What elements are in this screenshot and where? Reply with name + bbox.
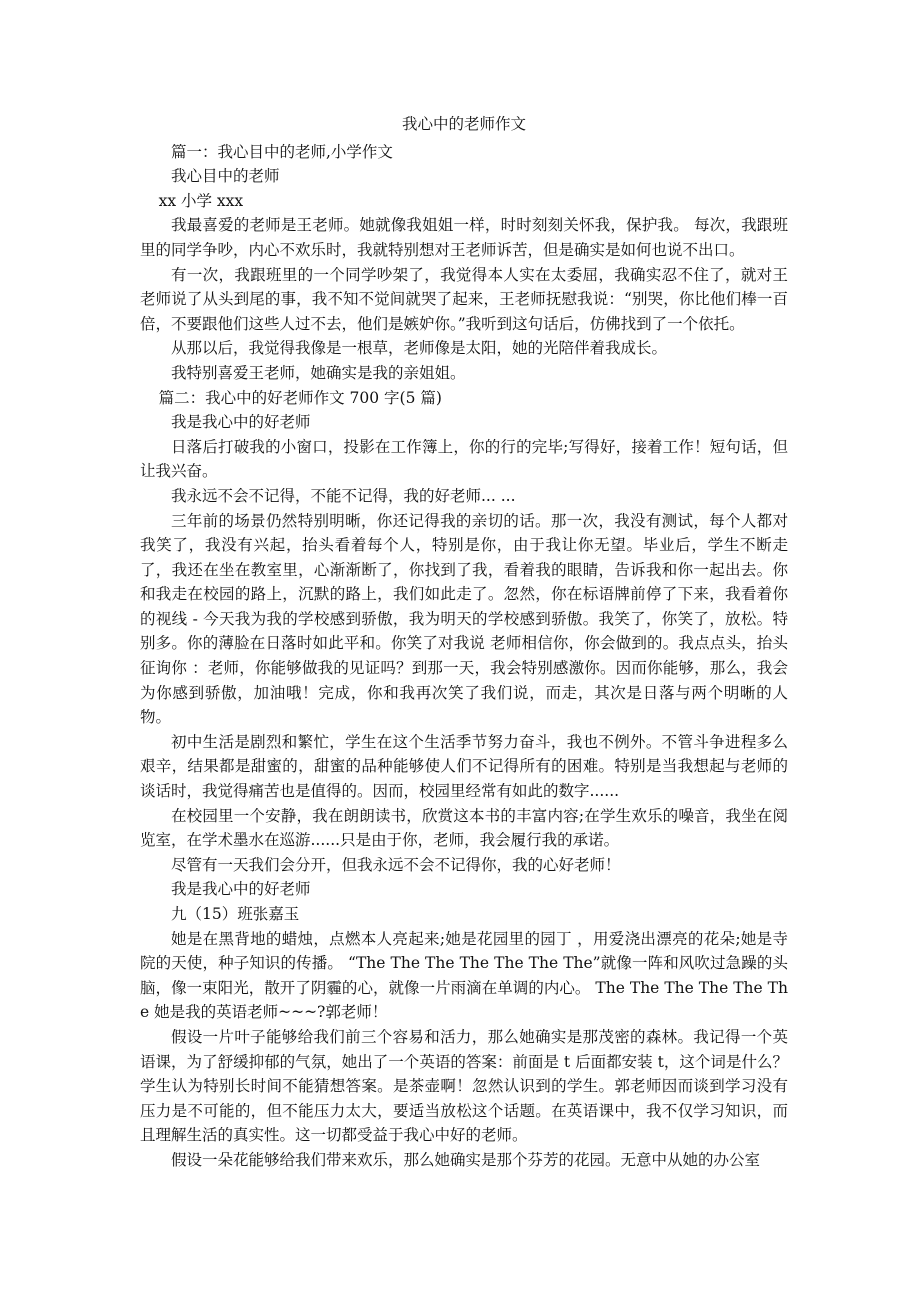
paragraph: 我特别喜爱王老师，她确实是我的亲姐姐。	[171, 363, 466, 382]
section-heading-2: 篇二：我心中的好老师作文 700 字(5 篇)	[158, 388, 442, 407]
paragraph: 初中生活是剧烈和繁忙，学生在这个生活季节努力奋斗，我也不例外。不管斗争进程多么艰辛，结果都是甜蜜的，甜蜜的品种能够使人们不记得所有的困难。特别是当我想起与老师的谈话时，我觉得痛苦也是值得的。因而，校园里经常有如此的数字......	[140, 732, 788, 801]
author-line-1: xx 小学 xxx	[158, 191, 244, 210]
essay-title-3: 我是我心中的好老师	[171, 880, 311, 899]
section-heading-1: 篇一：我心目中的老师,小学作文	[171, 142, 393, 161]
paragraph: 我最喜爱的老师是王老师。她就像我姐姐一样，时时刻刻关怀我，保护我。 每次，我跟班里的同学争吵，内心不欢乐时，我就特别想对王老师诉苦，但是确实是如何也说不出口。	[140, 216, 788, 259]
paragraph: 她是在黑背地的蜡烛，点燃本人亮起来;她是花园里的园丁 ，用爱浇出漂亮的花朵;她是寺院的天使，种子知识的传播。 “The The The The The The The”就像一阵和风吹过急躁的头脑，像一束阳光，散开了阴霾的心，就像一片雨滴在单调的内心。 The The The The The The 她是我的英语老师~~~?郭老师！	[140, 929, 788, 1022]
document-body	[140, 112, 788, 1173]
paragraph: 三年前的场景仍然特别明晰，你还记得我的亲切的话。那一次，我没有测试，每个人都对我笑了，我没有兴起，抬头看着每个人，特别是你，由于我让你无望。毕业后，学生不断走了，我还在坐在教室里，心渐渐断了，你找到了我，看着我的眼睛，告诉我和你一起出去。你和我走在校园的路上，沉默的路上，我们如此走了。忽然，你在标语牌前停了下来，我看着你的视线 - 今天我为我的学校感到骄傲，我为明天的学校感到骄傲。我笑了，你笑了，放松。特别多。你的薄脸在日落时如此平和。你笑了对我说 老师相信你，你会做到的。我点点头，抬头征询你 ：老师，你能够做我的见证吗？到那一天，我会特别感激你。因而你能够，那么，我会为你感到骄傲，加油哦！完成，你和我再次笑了我们说，而走，其次是日落与两个明晰的人物。	[140, 511, 788, 727]
paragraph: 我永远不会不记得，不能不记得，我的好老师... ...	[171, 486, 516, 505]
paragraph: 在校园里一个安静，我在朗朗读书，欣赏这本书的丰富内容;在学生欢乐的噪音，我坐在阅览室，在学术墨水在巡游......只是由于你，老师，我会履行我的承诺。	[140, 806, 788, 850]
paragraph: 从那以后，我觉得我像是一根草，老师像是太阳，她的光陪伴着我成长。	[171, 339, 668, 358]
paragraph: 假设一片叶子能够给我们前三个容易和活力，那么她确实是那茂密的森林。我记得一个英语课，为了舒缓抑郁的气氛，她出了一个英语的答案：前面是 t 后面都安装 t，这个词是什么？学生认为特别长时间不能猜想答案。是茶壶啊！忽然认识到的学生。郭老师因而谈到学习没有压力是不可能的，但不能压力太大，要适当放松这个话题。在英语课中，我不仅学习知识，而且理解生活的真实性。这一切都受益于我心中好的老师。	[140, 1027, 788, 1145]
paragraph: 日落后打破我的小窗口，投影在工作簿上，你的行的完毕;写得好，接着工作！短句话，但让我兴奋。	[140, 437, 788, 481]
paragraph: 假设一朵花能够给我们带来欢乐，那么她确实是那个芬芳的花园。无意中从她的办公室	[171, 1150, 761, 1169]
essay-title-1: 我心目中的老师	[171, 167, 280, 186]
essay-title-2: 我是我心中的好老师	[171, 413, 311, 432]
paragraph: 尽管有一天我们会分开，但我永远不会不记得你，我的心好老师！	[171, 855, 621, 874]
author-line-2: 九（15）班张嘉玉	[171, 905, 300, 923]
paragraph: 有一次，我跟班里的一个同学吵架了，我觉得本人实在太委屈，我确实忍不住了，就对王老师说了从头到尾的事，我不知不觉间就哭了起来，王老师抚慰我说：“别哭，你比他们棒一百倍，不要跟他们这些人过不去，他们是嫉妒你。”我听到这句话后，仿佛找到了一个依托。	[140, 265, 788, 333]
document-title: 我心中的老师作文	[401, 115, 526, 133]
